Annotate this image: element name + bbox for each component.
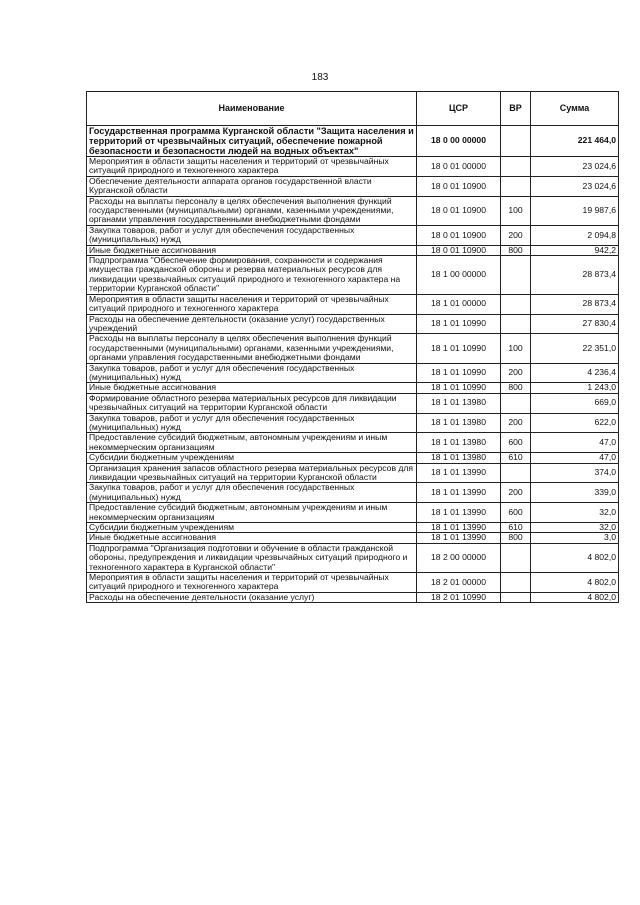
header-name: Наименование bbox=[87, 92, 417, 126]
table-row bbox=[87, 176, 619, 196]
row-sum: 4 802,0 bbox=[531, 543, 619, 572]
row-name: Субсидии бюджетным учреждениям bbox=[87, 453, 417, 463]
table-row bbox=[87, 196, 619, 225]
row-csr: 18 1 01 13990 bbox=[417, 483, 501, 503]
row-csr: 18 1 01 13990 bbox=[417, 523, 501, 533]
row-vr: 200 bbox=[501, 363, 531, 383]
row-sum: 19 987,6 bbox=[531, 196, 619, 225]
row-name: Закупка товаров, работ и услуг для обеспечения государственных (муниципальных) нужд bbox=[87, 363, 417, 383]
row-sum: 28 873,4 bbox=[531, 294, 619, 314]
table-row bbox=[87, 463, 619, 483]
row-sum: 4 236,4 bbox=[531, 363, 619, 383]
table-row bbox=[87, 383, 619, 393]
header-csr: ЦСР bbox=[417, 92, 501, 126]
row-csr: 18 1 01 13980 bbox=[417, 433, 501, 453]
table-header-row bbox=[87, 92, 619, 126]
row-name: Расходы на выплаты персоналу в целях обеспечения выполнения функций государственными (муниципальными) органами, казенными учреждениями, органами управления государственными внебюджетными фондами bbox=[87, 334, 417, 363]
table-row bbox=[87, 592, 619, 602]
row-name: Иные бюджетные ассигнования bbox=[87, 383, 417, 393]
row-csr: 18 0 01 10900 bbox=[417, 225, 501, 245]
row-csr: 18 1 01 10990 bbox=[417, 383, 501, 393]
table-row bbox=[87, 294, 619, 314]
row-name: Мероприятия в области защиты населения и территорий от чрезвычайных ситуаций природного и техногенного характера bbox=[87, 294, 417, 314]
table-row bbox=[87, 543, 619, 572]
row-csr: 18 1 01 00000 bbox=[417, 294, 501, 314]
row-vr bbox=[501, 543, 531, 572]
table-row bbox=[87, 453, 619, 463]
row-vr: 800 bbox=[501, 245, 531, 255]
row-sum: 1 243,0 bbox=[531, 383, 619, 393]
row-csr: 18 1 01 10990 bbox=[417, 334, 501, 363]
row-sum: 942,2 bbox=[531, 245, 619, 255]
row-name: Подпрограмма "Обеспечение формирования, сохранности и содержания имущества гражданской обороны и резерва материальных ресурсов для ликвидации чрезвычайных ситуаций природного и техногенного характера на территории Курганской области" bbox=[87, 256, 417, 295]
row-vr: 600 bbox=[501, 433, 531, 453]
table-row bbox=[87, 245, 619, 255]
row-sum: 47,0 bbox=[531, 433, 619, 453]
table-row bbox=[87, 573, 619, 593]
row-name: Предоставление субсидий бюджетным, автономным учреждениям и иным некоммерческим организациям bbox=[87, 503, 417, 523]
row-csr: 18 1 01 13990 bbox=[417, 503, 501, 523]
row-sum: 669,0 bbox=[531, 393, 619, 413]
row-name: Расходы на обеспечение деятельности (оказание услуг) государственных учреждений bbox=[87, 314, 417, 334]
table-row bbox=[87, 433, 619, 453]
row-csr: 18 0 01 00000 bbox=[417, 157, 501, 177]
row-csr: 18 0 00 00000 bbox=[417, 126, 501, 157]
row-name: Подпрограмма "Организация подготовки и обучение в области гражданской обороны, предупреждения и ликвидации чрезвычайных ситуаций природного и техногенного характера в Курганской области" bbox=[87, 543, 417, 572]
row-vr bbox=[501, 393, 531, 413]
table-row bbox=[87, 393, 619, 413]
row-vr: 200 bbox=[501, 413, 531, 433]
row-name: Закупка товаров, работ и услуг для обеспечения государственных (муниципальных) нужд bbox=[87, 483, 417, 503]
row-sum: 374,0 bbox=[531, 463, 619, 483]
row-name: Организация хранения запасов областного резерва материальных ресурсов для ликвидации чрезвычайных ситуаций на территории Курганской области bbox=[87, 463, 417, 483]
row-sum: 32,0 bbox=[531, 523, 619, 533]
row-vr: 800 bbox=[501, 383, 531, 393]
row-sum: 47,0 bbox=[531, 453, 619, 463]
row-csr: 18 1 01 13990 bbox=[417, 533, 501, 543]
header-sum: Сумма bbox=[531, 92, 619, 126]
row-vr: 100 bbox=[501, 196, 531, 225]
row-name: Иные бюджетные ассигнования bbox=[87, 245, 417, 255]
table-row bbox=[87, 157, 619, 177]
row-csr: 18 0 01 10900 bbox=[417, 245, 501, 255]
row-sum: 23 024,6 bbox=[531, 176, 619, 196]
row-name: Мероприятия в области защиты населения и территорий от чрезвычайных ситуаций природного и техногенного характера bbox=[87, 573, 417, 593]
row-name: Предоставление субсидий бюджетным, автономным учреждениям и иным некоммерческим организациям bbox=[87, 433, 417, 453]
table-row bbox=[87, 256, 619, 295]
row-vr: 200 bbox=[501, 225, 531, 245]
row-csr: 18 1 00 00000 bbox=[417, 256, 501, 295]
row-sum: 4 802,0 bbox=[531, 573, 619, 593]
budget-table bbox=[86, 91, 619, 603]
row-vr bbox=[501, 256, 531, 295]
row-sum: 28 873,4 bbox=[531, 256, 619, 295]
row-vr bbox=[501, 126, 531, 157]
row-csr: 18 2 00 00000 bbox=[417, 543, 501, 572]
table-row bbox=[87, 126, 619, 157]
table-row bbox=[87, 533, 619, 543]
row-sum: 27 830,4 bbox=[531, 314, 619, 334]
row-name: Закупка товаров, работ и услуг для обеспечения государственных (муниципальных) нужд bbox=[87, 225, 417, 245]
row-sum: 339,0 bbox=[531, 483, 619, 503]
row-name: Субсидии бюджетным учреждениям bbox=[87, 523, 417, 533]
row-csr: 18 1 01 13980 bbox=[417, 413, 501, 433]
row-csr: 18 1 01 13980 bbox=[417, 453, 501, 463]
table-row bbox=[87, 225, 619, 245]
table-row bbox=[87, 334, 619, 363]
row-csr: 18 2 01 00000 bbox=[417, 573, 501, 593]
page-number: 183 bbox=[311, 72, 329, 83]
row-csr: 18 2 01 10990 bbox=[417, 592, 501, 602]
row-vr bbox=[501, 573, 531, 593]
row-sum: 3,0 bbox=[531, 533, 619, 543]
row-csr: 18 1 01 10990 bbox=[417, 363, 501, 383]
table-row bbox=[87, 413, 619, 433]
row-name: Расходы на выплаты персоналу в целях обеспечения выполнения функций государственными (муниципальными) органами, казенными учреждениями, органами управления государственными внебюджетными фондами bbox=[87, 196, 417, 225]
row-sum: 622,0 bbox=[531, 413, 619, 433]
table-row bbox=[87, 503, 619, 523]
row-csr: 18 0 01 10900 bbox=[417, 176, 501, 196]
row-vr: 610 bbox=[501, 453, 531, 463]
row-vr: 200 bbox=[501, 483, 531, 503]
row-vr bbox=[501, 157, 531, 177]
row-sum: 22 351,0 bbox=[531, 334, 619, 363]
row-name: Закупка товаров, работ и услуг для обеспечения государственных (муниципальных) нужд bbox=[87, 413, 417, 433]
row-vr bbox=[501, 176, 531, 196]
row-vr: 800 bbox=[501, 533, 531, 543]
row-sum: 32,0 bbox=[531, 503, 619, 523]
table-row bbox=[87, 483, 619, 503]
table-row bbox=[87, 314, 619, 334]
row-csr: 18 1 01 13980 bbox=[417, 393, 501, 413]
row-sum: 221 464,0 bbox=[531, 126, 619, 157]
row-vr bbox=[501, 463, 531, 483]
table-row bbox=[87, 523, 619, 533]
row-vr: 600 bbox=[501, 503, 531, 523]
row-name: Мероприятия в области защиты населения и территорий от чрезвычайных ситуаций природного и техногенного характера bbox=[87, 157, 417, 177]
row-sum: 23 024,6 bbox=[531, 157, 619, 177]
row-vr: 610 bbox=[501, 523, 531, 533]
row-name: Расходы на обеспечение деятельности (оказание услуг) bbox=[87, 592, 417, 602]
row-csr: 18 1 01 13990 bbox=[417, 463, 501, 483]
row-vr: 100 bbox=[501, 334, 531, 363]
row-sum: 4 802,0 bbox=[531, 592, 619, 602]
row-csr: 18 0 01 10900 bbox=[417, 196, 501, 225]
header-vr: ВР bbox=[501, 92, 531, 126]
row-vr bbox=[501, 294, 531, 314]
table-row bbox=[87, 363, 619, 383]
row-vr bbox=[501, 592, 531, 602]
row-vr bbox=[501, 314, 531, 334]
row-csr: 18 1 01 10990 bbox=[417, 314, 501, 334]
row-name: Иные бюджетные ассигнования bbox=[87, 533, 417, 543]
row-sum: 2 094,8 bbox=[531, 225, 619, 245]
row-name: Обеспечение деятельности аппарата органов государственной власти Курганской области bbox=[87, 176, 417, 196]
row-name: Государственная программа Курганской области "Защита населения и территорий от чрезвычайных ситуаций, обеспечение пожарной безопасности и безопасности людей на водных объектах" bbox=[87, 126, 417, 157]
row-name: Формирование областного резерва материальных ресурсов для ликвидации чрезвычайных ситуаций на территории Курганской области bbox=[87, 393, 417, 413]
